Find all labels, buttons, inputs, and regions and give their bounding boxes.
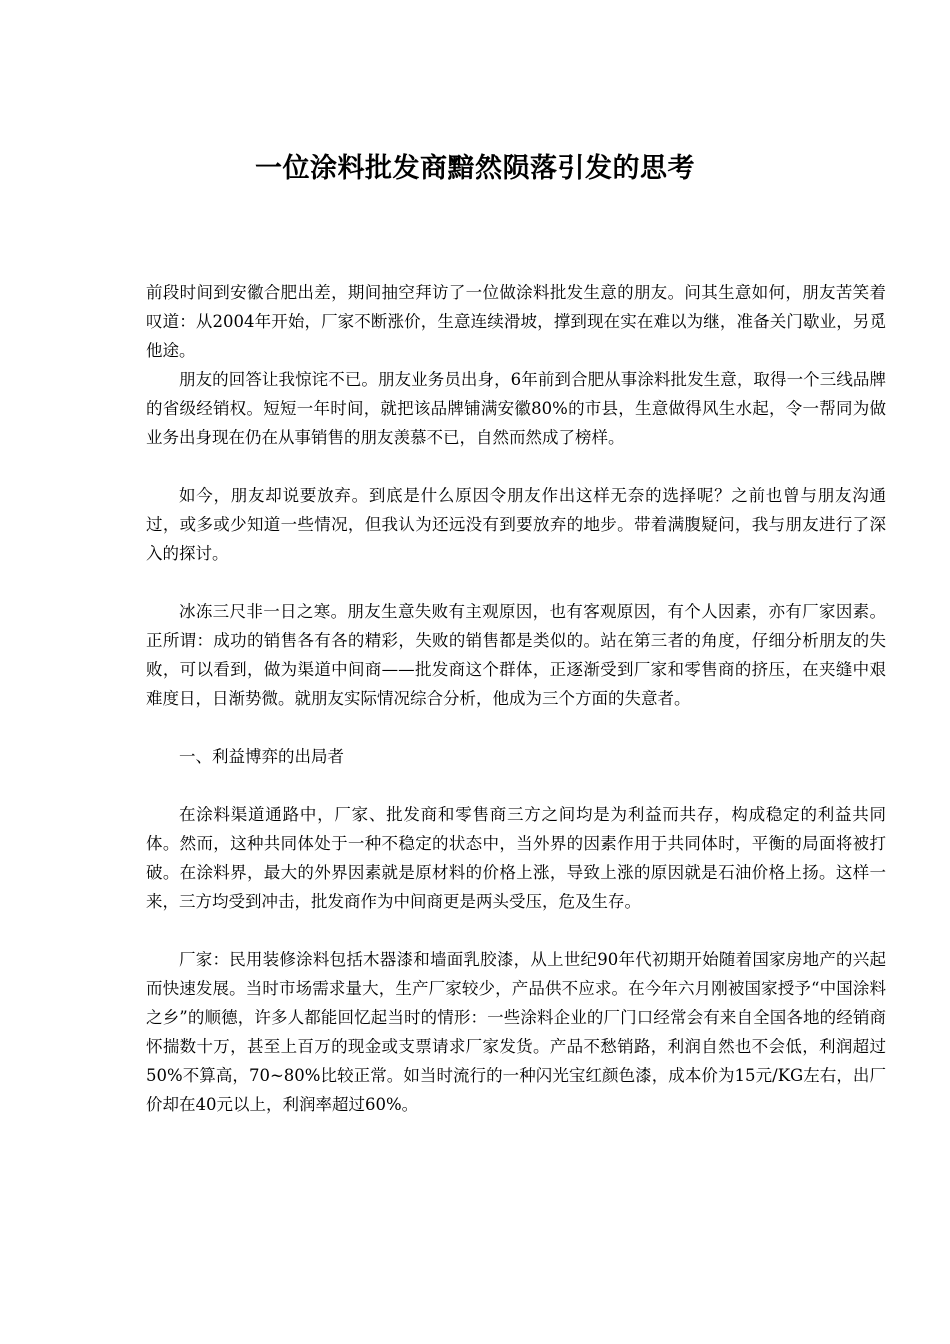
document-title: 一位涂料批发商黯然陨落引发的思考 [255,153,695,184]
paragraph-intro: 前段时间到安徽合肥出差，期间抽空拜访了一位做涂料批发生意的朋友。问其生意如何，朋友苦笑着叹道：从2004年开始，厂家不断涨价，生意连续滑坡，撑到现在实在难以为继，准备关门歇业，另觅他途。 [146,283,886,360]
paragraph-analysis: 冰冻三尺非一日之寒。朋友生意失败有主观原因，也有客观原因，有个人因素，亦有厂家因素。正所谓：成功的销售各有各的精彩，失败的销售都是类似的。站在第三者的角度，仔细分析朋友的失败，可以看到，做为渠道中间商——批发商这个群体，正逐渐受到厂家和零售商的挤压，在夹缝中艰难度日，日渐势微。就朋友实际情况综合分析，他成为三个方面的失意者。 [146,602,886,708]
paragraph-giving-up: 如今，朋友却说要放弃。到底是什么原因令朋友作出这样无奈的选择呢？之前也曾与朋友沟通过，或多或少知道一些情况，但我认为还远没有到要放弃的地步。带着满腹疑问，我与朋友进行了深入的探讨。 [146,486,886,563]
section-heading-1: 一、利益博弈的出局者 [179,747,344,766]
paragraph-manufacturer: 厂家：民用装修涂料包括木器漆和墙面乳胶漆，从上世纪90年代初期开始随着国家房地产的兴起而快速发展。当时市场需求量大，生产厂家较少，产品供不应求。在今年六月刚被国家授予“中国涂料之乡”的顺德，许多人都能回忆起当时的情形：一些涂料企业的厂门口经常会有来自全国各地的经销商怀揣数十万，甚至上百万的现金或支票请求厂家发货。产品不愁销路，利润自然也不会低，利润超过50%不算高，70~80%比较正常。如当时流行的一种闪光宝红颜色漆，成本价为15元/KG左右，出厂价却在40元以上，利润率超过60%。 [146,950,886,1114]
document-body [146,278,886,1119]
paragraph-friend-answer: 朋友的回答让我惊诧不已。朋友业务员出身，6年前到合肥从事涂料批发生意，取得一个三线品牌的省级经销权。短短一年时间，就把该品牌铺满安徽80%的市县，生意做得风生水起，令一帮同为做业务出身现在仍在从事销售的朋友羡慕不已，自然而然成了榜样。 [146,370,886,447]
paragraph-channel: 在涂料渠道通路中，厂家、批发商和零售商三方之间均是为利益而共存，构成稳定的利益共同体。然而，这种共同体处于一种不稳定的状态中，当外界的因素作用于共同体时，平衡的局面将被打破。在涂料界，最大的外界因素就是原材料的价格上涨，导致上涨的原因就是石油价格上扬。这样一来，三方均受到冲击，批发商作为中间商更是两头受压，危及生存。 [146,805,886,911]
